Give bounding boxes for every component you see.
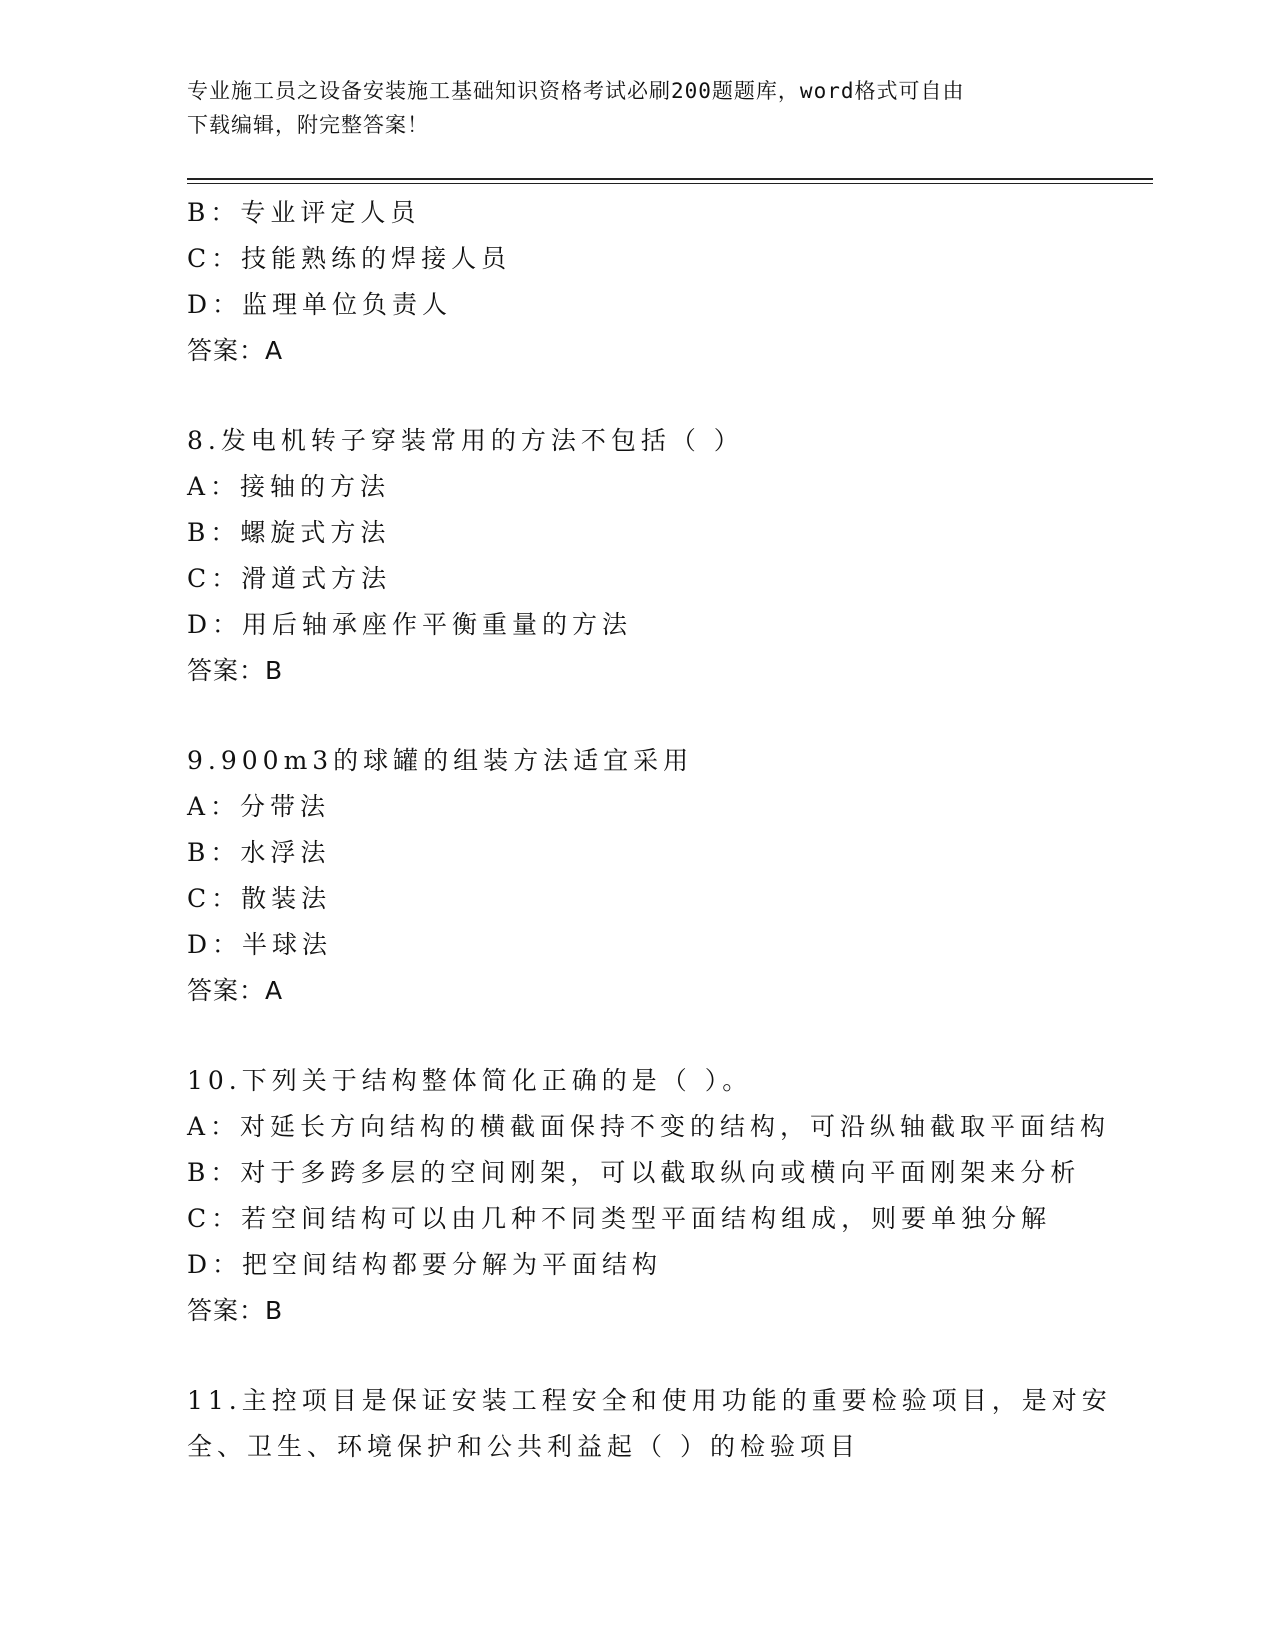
option-d: D：半球法 (187, 930, 333, 959)
question-text: 10.下列关于结构整体简化正确的是（ ）。 (187, 1066, 753, 1095)
document-header (187, 74, 1067, 142)
question-11 (187, 1378, 1112, 1470)
option-a: A：对延长方向结构的横截面保持不变的结构，可沿纵轴截取平面结构 (187, 1112, 1111, 1141)
question-10 (187, 1058, 1111, 1334)
option-d: D：把空间结构都要分解为平面结构 (187, 1250, 663, 1279)
header-line-2: 下载编辑，附完整答案！ (187, 113, 429, 137)
option-d: D：用后轴承座作平衡重量的方法 (187, 610, 633, 639)
option-d: D：监理单位负责人 (187, 290, 453, 319)
document-body (187, 190, 1112, 1470)
header-rule-thick (187, 178, 1153, 180)
option-b: B：水浮法 (187, 838, 331, 867)
answer: 答案：B (187, 656, 284, 685)
question-8 (187, 418, 1087, 694)
option-a: A：分带法 (187, 792, 331, 821)
answer: 答案：A (187, 336, 284, 365)
option-c: C：技能熟练的焊接人员 (187, 244, 512, 273)
question-7-tail (187, 190, 1087, 374)
header-rule-thin (187, 183, 1153, 184)
option-c: C：若空间结构可以由几种不同类型平面结构组成，则要单独分解 (187, 1204, 1052, 1233)
option-b: B：专业评定人员 (187, 198, 421, 227)
option-b: B：螺旋式方法 (187, 518, 391, 547)
question-text: 8.发电机转子穿装常用的方法不包括（ ） (187, 426, 744, 455)
question-text-line-2: 全、卫生、环境保护和公共利益起（ ）的检验项目 (187, 1432, 860, 1461)
question-9 (187, 738, 1087, 1014)
header-line-1: 专业施工员之设备安装施工基础知识资格考试必刷200题题库，word格式可自由 (187, 79, 965, 103)
answer: 答案：A (187, 976, 284, 1005)
option-c: C：滑道式方法 (187, 564, 392, 593)
option-a: A：接轴的方法 (187, 472, 391, 501)
answer: 答案：B (187, 1296, 284, 1325)
question-text-line-1: 11.主控项目是保证安装工程安全和使用功能的重要检验项目，是对安 (187, 1386, 1112, 1415)
option-b: B：对于多跨多层的空间刚架，可以截取纵向或横向平面刚架来分析 (187, 1158, 1081, 1187)
question-text: 9.900m3的球罐的组装方法适宜采用 (187, 746, 694, 775)
option-c: C：散装法 (187, 884, 332, 913)
